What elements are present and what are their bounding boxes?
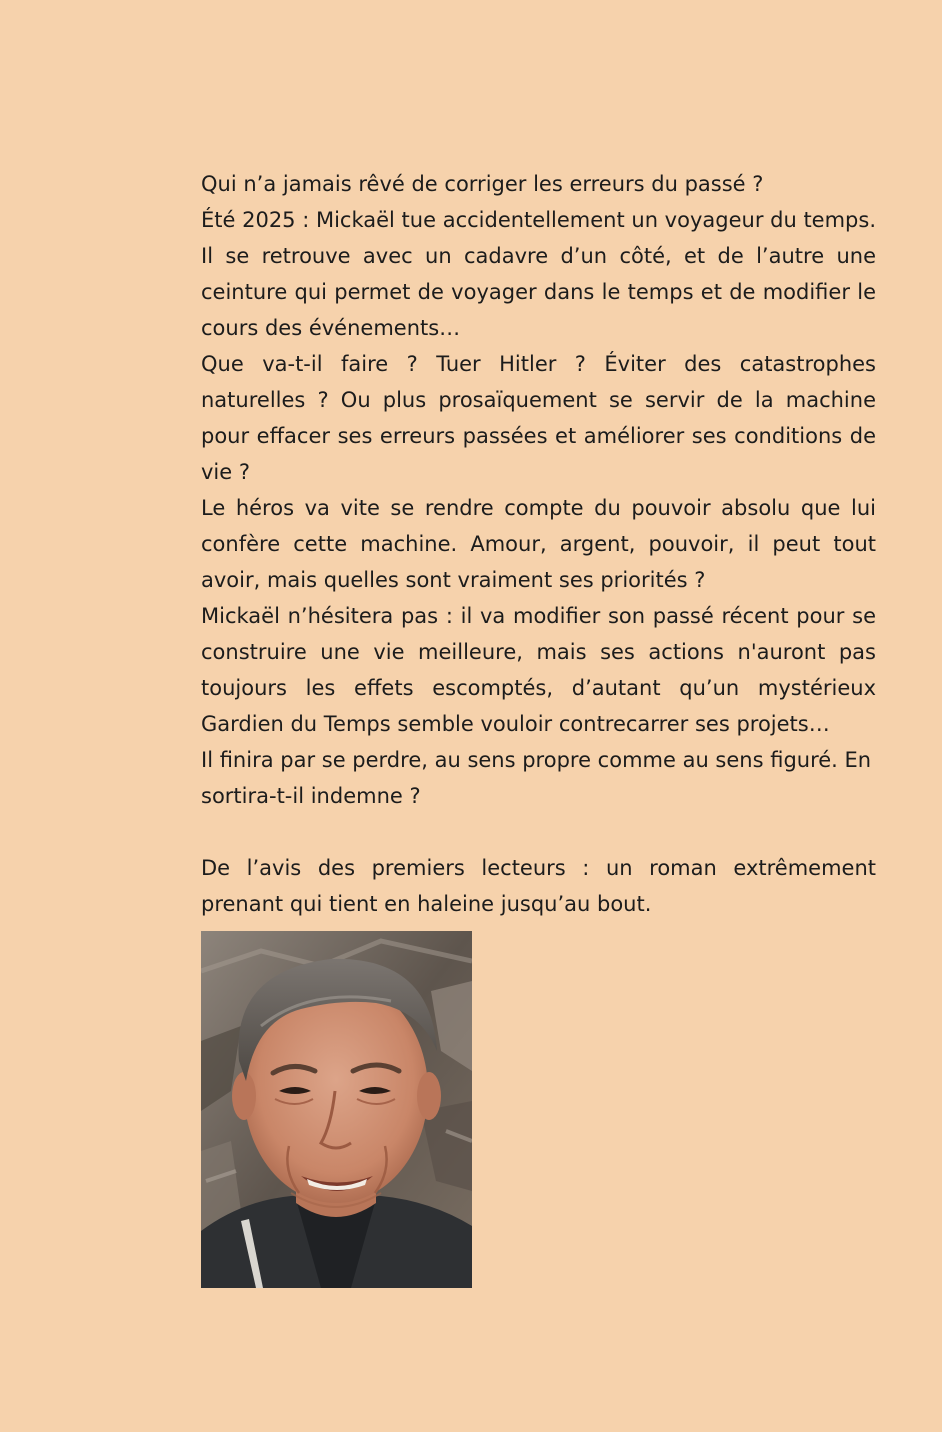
blurb-paragraph-2: Été 2025 : Mickaël tue accidentellement un voyageur du temps. Il se retrouve avec un cadavre d’un côté, et de l’autre une ceinture qui permet de voyager dans le temps et de modifier le cours des événements… — [201, 208, 876, 340]
blurb-paragraph-4: Le héros va vite se rendre compte du pouvoir absolu que lui confère cette machine. Amour, argent, pouvoir, il peut tout avoir, mais quelles sont vraiment ses priorités ? — [201, 496, 876, 592]
paragraph-spacer — [201, 814, 876, 850]
blurb-text — [201, 166, 876, 922]
blurb-paragraph-6: Il finira par se perdre, au sens propre comme au sens figuré. En sortira-t-il indemne ? — [201, 748, 872, 808]
blurb-paragraph-1: Qui n’a jamais rêvé de corriger les erreurs du passé ? — [201, 172, 764, 196]
author-photo — [201, 931, 472, 1288]
blurb-paragraph-5: Mickaël n’hésitera pas : il va modifier son passé récent pour se construire une vie meilleure, mais ses actions n'auront pas toujours les effets escomptés, d’autant qu’un mystérieux Gardien du Temps semble vouloir contrecarrer ses projets… — [201, 604, 876, 736]
reader-review: De l’avis des premiers lecteurs : un roman extrêmement prenant qui tient en haleine jusqu’au bout. — [201, 856, 876, 916]
blurb-paragraph-3: Que va-t-il faire ? Tuer Hitler ? Éviter des catastrophes naturelles ? Ou plus prosaïquement se servir de la machine pour effacer ses erreurs passées et améliorer ses conditions de vie ? — [201, 352, 876, 484]
